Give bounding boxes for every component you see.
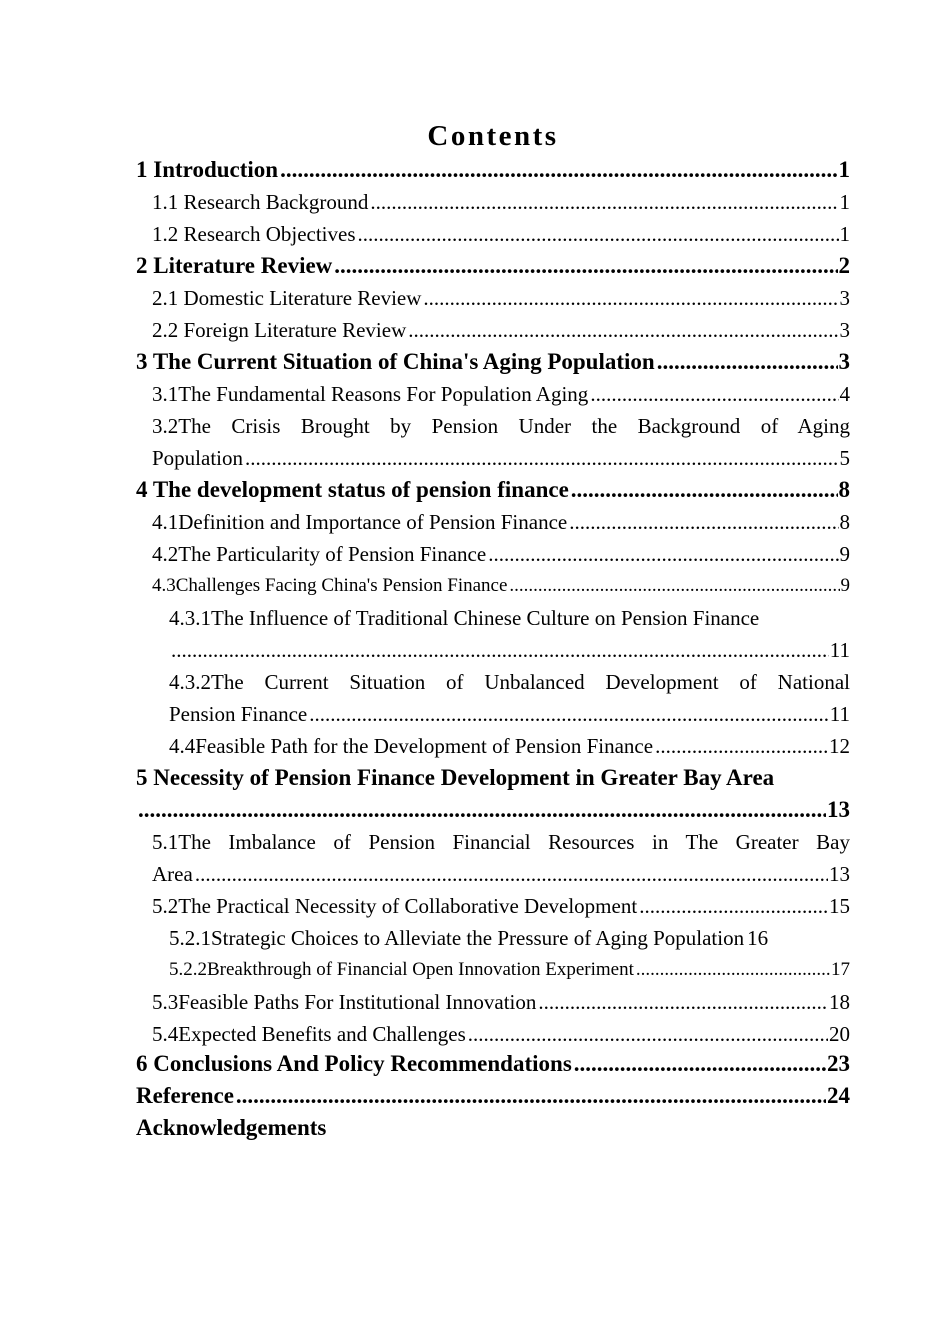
toc-leader bbox=[195, 858, 828, 890]
toc-entry-reference[interactable] bbox=[136, 1080, 850, 1112]
toc-leader bbox=[423, 282, 838, 314]
toc-leader bbox=[639, 890, 828, 922]
toc-leader bbox=[636, 954, 830, 986]
toc-page: 11 bbox=[829, 702, 850, 726]
toc-page: 9 bbox=[840, 575, 850, 596]
toc-label: 2 Literature Review bbox=[136, 253, 333, 278]
toc-leader bbox=[538, 986, 828, 1018]
toc-entry-4-3-2-line1[interactable]: 4.3.2The Current Situation of Unbalanced Development of National bbox=[169, 670, 850, 694]
toc-entry-3-1[interactable] bbox=[152, 378, 850, 410]
toc-label: 6 Conclusions And Policy Recommendations bbox=[136, 1051, 572, 1076]
toc-page: 1 bbox=[839, 222, 850, 246]
toc-page: 23 bbox=[827, 1051, 850, 1076]
toc-page: 3 bbox=[839, 286, 850, 310]
toc-leader bbox=[138, 794, 826, 826]
toc-page: 16 bbox=[747, 926, 769, 950]
toc-entry-4-1[interactable] bbox=[152, 506, 850, 538]
toc-label: 5 Necessity of Pension Finance Development in Greater Bay Area bbox=[136, 765, 775, 790]
toc-entry-acknowledgements[interactable] bbox=[136, 1112, 850, 1144]
toc-label: 5.2.1Strategic Choices to Alleviate the Pressure of Aging Population bbox=[169, 926, 745, 950]
toc-label: 4.4Feasible Path for the Development of Pension Finance bbox=[169, 734, 654, 758]
toc-entry-1-2[interactable] bbox=[152, 218, 850, 250]
toc-entry-5-1-line1[interactable]: 5.1The Imbalance of Pension Financial Resources in The Greater Bay bbox=[152, 830, 850, 854]
toc-entry-4-3-1-line1[interactable] bbox=[169, 602, 850, 634]
toc-leader bbox=[280, 154, 837, 186]
toc-page: 8 bbox=[839, 510, 850, 534]
toc-leader bbox=[569, 506, 838, 538]
toc-page: 1 bbox=[838, 157, 850, 182]
toc-leader bbox=[655, 730, 828, 762]
toc-label: Population bbox=[152, 446, 244, 470]
toc-page: 2 bbox=[838, 253, 850, 278]
toc-label: 5.2The Practical Necessity of Collaborative Development bbox=[152, 894, 638, 918]
toc-page: 5 bbox=[839, 446, 850, 470]
toc-label: 1 Introduction bbox=[136, 157, 279, 182]
toc-entry-5-2-1[interactable] bbox=[169, 922, 850, 954]
toc-page: 15 bbox=[829, 894, 850, 918]
toc-page: 13 bbox=[829, 862, 850, 886]
toc-entry-5-4[interactable] bbox=[152, 1018, 850, 1050]
toc-label: 5.2.2Breakthrough of Financial Open Innovation Experiment bbox=[169, 959, 634, 980]
toc-leader bbox=[171, 634, 829, 666]
toc-label: 2.1 Domestic Literature Review bbox=[152, 286, 422, 310]
toc-entry-5-3[interactable] bbox=[152, 986, 850, 1018]
toc-leader bbox=[488, 538, 838, 570]
toc-entry-3-2-line1[interactable]: 3.2The Crisis Brought by Pension Under the Background of Aging bbox=[152, 414, 850, 438]
toc-entry-2-2[interactable] bbox=[152, 314, 850, 346]
toc-page: 8 bbox=[838, 477, 850, 502]
toc-page: 3 bbox=[838, 349, 850, 374]
toc-page: 18 bbox=[829, 990, 850, 1014]
toc-label: 5.4Expected Benefits and Challenges bbox=[152, 1022, 466, 1046]
toc-entry-4-3[interactable] bbox=[152, 570, 850, 602]
page-title: Contents bbox=[427, 120, 559, 152]
toc-label: 4.2The Particularity of Pension Finance bbox=[152, 542, 487, 566]
toc-entry-4[interactable] bbox=[136, 474, 850, 506]
toc-entry-6[interactable] bbox=[136, 1048, 850, 1080]
toc-label: 3.1The Fundamental Reasons For Population Aging bbox=[152, 382, 589, 406]
toc-label: Pension Finance bbox=[169, 702, 308, 726]
toc-leader bbox=[334, 250, 837, 282]
toc-label: 3 The Current Situation of China's Aging Population bbox=[136, 349, 655, 374]
toc-page: 13 bbox=[827, 797, 850, 822]
toc-entry-4-4[interactable] bbox=[169, 730, 850, 762]
toc-leader bbox=[574, 1048, 826, 1080]
toc-label: 2.2 Foreign Literature Review bbox=[152, 318, 407, 342]
toc-entry-5-2[interactable] bbox=[152, 890, 850, 922]
toc-page: 24 bbox=[827, 1083, 850, 1108]
toc-label: 4.3Challenges Facing China's Pension Finance bbox=[152, 575, 508, 596]
toc-leader bbox=[571, 474, 838, 506]
toc-leader bbox=[245, 442, 838, 474]
toc-page: 3 bbox=[839, 318, 850, 342]
toc-label: 1.2 Research Objectives bbox=[152, 222, 356, 246]
toc-entry-5-2-2[interactable] bbox=[169, 954, 850, 986]
toc-label: Reference bbox=[136, 1083, 234, 1108]
toc-leader bbox=[509, 570, 839, 602]
toc-entry-5[interactable] bbox=[136, 794, 850, 826]
toc-label: Area bbox=[152, 862, 193, 886]
toc-page: 11 bbox=[829, 638, 850, 662]
toc-label: 5.3Feasible Paths For Institutional Innovation bbox=[152, 990, 537, 1014]
toc-entry-3[interactable] bbox=[136, 346, 850, 378]
toc-leader bbox=[236, 1080, 826, 1112]
toc-label: 1.1 Research Background bbox=[152, 190, 369, 214]
toc-leader bbox=[370, 186, 838, 218]
toc-label: 4.3.1The Influence of Traditional Chinese Culture on Pension Finance bbox=[169, 606, 760, 630]
toc-label: 4 The development status of pension finance bbox=[136, 477, 569, 502]
toc-leader bbox=[358, 218, 839, 250]
toc-entry-4-3-2[interactable] bbox=[169, 698, 850, 730]
toc-page: 4 bbox=[839, 382, 850, 406]
toc-page: 20 bbox=[829, 1022, 850, 1046]
toc-entry-4-3-1[interactable] bbox=[169, 634, 850, 666]
toc-entry-4-2[interactable] bbox=[152, 538, 850, 570]
toc-entry-1-1[interactable] bbox=[152, 186, 850, 218]
toc-leader bbox=[309, 698, 829, 730]
toc-entry-5-1[interactable] bbox=[152, 858, 850, 890]
toc-page: 9 bbox=[839, 542, 850, 566]
toc-entry-5-line1[interactable] bbox=[136, 762, 850, 794]
toc-leader bbox=[657, 346, 838, 378]
toc-page: 12 bbox=[829, 734, 850, 758]
toc-label: Acknowledgements bbox=[136, 1115, 327, 1140]
toc-leader bbox=[468, 1018, 828, 1050]
toc-page: 1 bbox=[839, 190, 850, 214]
toc-entry-3-2[interactable] bbox=[152, 442, 850, 474]
toc-entry-2-1[interactable] bbox=[152, 282, 850, 314]
toc-label: 4.1Definition and Importance of Pension Finance bbox=[152, 510, 568, 534]
toc-page: 17 bbox=[831, 959, 850, 980]
toc-leader bbox=[590, 378, 838, 410]
toc-entry-1[interactable] bbox=[136, 154, 850, 186]
toc-entry-2[interactable] bbox=[136, 250, 850, 282]
toc-leader bbox=[408, 314, 838, 346]
